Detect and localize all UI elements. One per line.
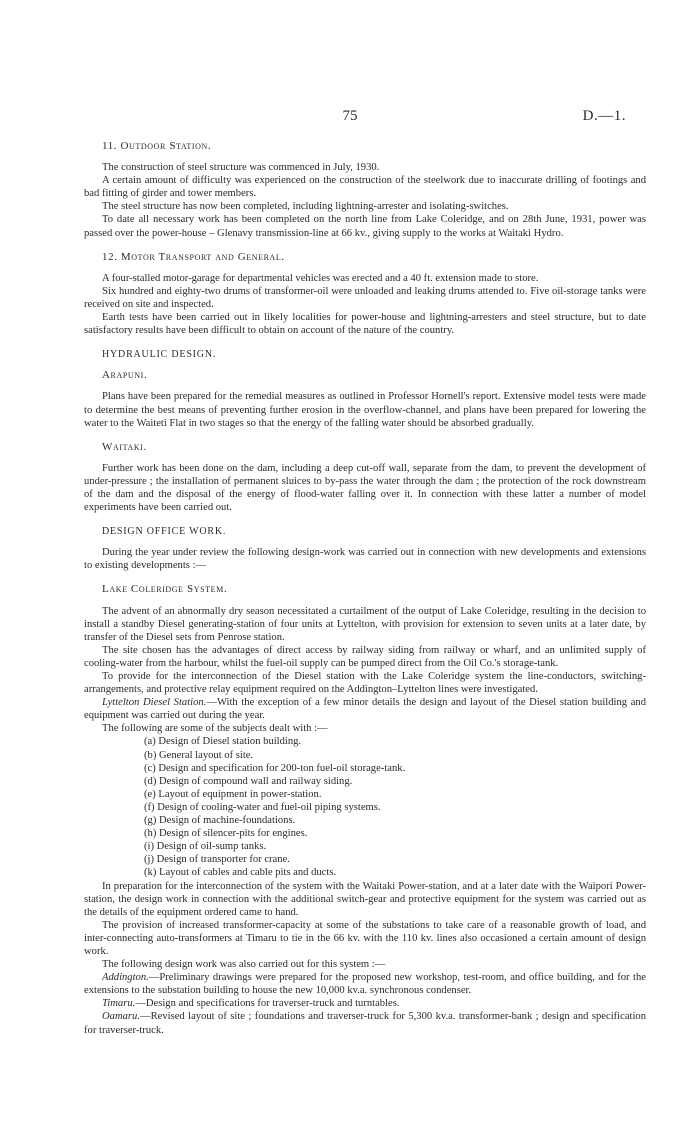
heading-design-office-work: DESIGN OFFICE WORK. (102, 526, 227, 538)
paragraph: Further work has been done on the dam, including a deep cut-off wall, separate from the dam, to prevent the development of under-pressure ; the installation of permanent sluices to by-pass the water through the dam ; the protection of the rock downstream of the dam and the disposal of the energy of flood-water falling over it. In connection with these latter a number of model experiments have been carried out. (84, 462, 646, 514)
timaru-text: —Design and specifications for traverser-truck and turntables. (135, 998, 400, 1010)
paragraph (84, 1010, 646, 1036)
paragraph: The steel structure has now been completed, including lightning-arrester and isolating-switches. (102, 201, 509, 213)
paragraph: During the year under review the following design-work was carried out in connection with new developments and extensions to existing developments :— (84, 547, 646, 572)
page-body (84, 140, 646, 1037)
list-item: (g) Design of machine-foundations. (144, 815, 296, 827)
oamaru-text: —Revised layout of site ; foundations and traverser-truck for 5,300 kv.a. transformer-bank ; design and specification for traverser-truck. (84, 1011, 646, 1036)
paragraph (84, 997, 646, 1010)
paragraph: The following are some of the subjects dealt with :— (102, 723, 328, 735)
list-item: (h) Design of silencer-pits for engines. (144, 828, 308, 840)
paragraph: The construction of steel structure was commenced in July, 1930. (102, 162, 380, 174)
paragraph: Earth tests have been carried out in likely localities for power-house and lightning-arresters and steel structure, but to date satisfactory results have been difficult to obtain on account of the nature of the country. (84, 312, 646, 337)
paragraph: Plans have been prepared for the remedial measures as outlined in Professor Hornell's report. Extensive model tests were made to determine the best means of preventing further erosion in the overflow-channel, and plans have been prepared for lowering the water to the Waiteti Flat in two stages so that the energy of the falling water should be absorbed gradually. (84, 391, 646, 429)
heading-motor-transport: 12. Motor Transport and General. (102, 250, 285, 263)
list-item: (j) Design of transporter for crane. (144, 854, 290, 866)
paragraph: The advent of an abnormally dry season necessitated a curtailment of the output of Lake Coleridge, resulting in the decision to install a standby Diesel generating-station of four units at Lyttelton, with provision for extension to seven units at a later date, by transfer of the Diesel sets from Penrose station. (84, 605, 646, 643)
list-item: (a) Design of Diesel station building. (144, 736, 302, 748)
list-item: (b) General layout of site. (144, 749, 254, 761)
paragraph: The provision of increased transformer-capacity at some of the substations to take care of a reasonable growth of load, and inter-connecting auto-transformers at Timaru to tie in the 66 kv. with the 110 kv. lines also occasioned a certain amount of design work. (84, 919, 646, 957)
paragraph: In preparation for the interconnection of the system with the Waitaki Power-station, and at a later date with the Waipori Power-station, the design work in connection with the additional switch-gear and protective equipment for the system was carried out as the details of the equipment ordered came to hand. (84, 880, 646, 918)
document-reference: D.—1. (582, 108, 626, 124)
page-number: 75 (342, 108, 358, 124)
subjects-list (84, 735, 646, 879)
paragraph (84, 971, 646, 997)
list-item: (k) Layout of cables and cable pits and ducts. (144, 867, 337, 879)
heading-lake-coleridge-system: Lake Coleridge System. (102, 583, 228, 596)
heading-outdoor-station: 11. Outdoor Station. (102, 140, 212, 152)
heading-waitaki: Waitaki. (102, 440, 147, 453)
heading-hydraulic-design: HYDRAULIC DESIGN. (102, 349, 217, 361)
addington-label: Addington. (102, 972, 149, 984)
paragraph: The site chosen has the advantages of direct access by railway siding from railway or wharf, and an unlimited supply of cooling-water from the harbour, whilst the fuel-oil supply can be pumped direct from the Oil Co.'s storage-tank. (84, 644, 646, 669)
addington-text: —Preliminary drawings were prepared for the proposed new workshop, test-room, and office building, and for the extensions to the substation building to house the new 10,000 kv.a. synchronous condenser. (84, 972, 646, 997)
list-item: (e) Layout of equipment in power-station. (144, 788, 322, 800)
paragraph: To date all necessary work has been completed on the north line from Lake Coleridge, and on 28th June, 1931, power was passed over the power-house – Glenavy transmission-line at 66 kv., giving supply to the works at Waitaki Hydro. (84, 214, 646, 239)
list-item: (i) Design of oil-sump tanks. (144, 841, 267, 853)
paragraph (84, 696, 646, 722)
timaru-label: Timaru. (102, 998, 136, 1010)
paragraph: A certain amount of difficulty was experienced on the construction of the steelwork due to inaccurate drilling of footings and bad fitting of girder and tower members. (84, 175, 646, 200)
list-item: (d) Design of compound wall and railway siding. (144, 775, 353, 787)
lyttelton-label: Lyttelton Diesel Station. (102, 697, 207, 709)
heading-arapuni: Arapuni. (102, 369, 148, 382)
oamaru-label: Oamaru. (102, 1011, 140, 1023)
list-item: (c) Design and specification for 200-ton fuel-oil storage-tank. (144, 762, 406, 774)
page-header (0, 108, 700, 128)
paragraph: A four-stalled motor-garage for departmental vehicles was erected and a 40 ft. extension made to store. (102, 272, 539, 284)
list-item: (f) Design of cooling-water and fuel-oil piping systems. (144, 801, 381, 813)
paragraph: Six hundred and eighty-two drums of transformer-oil were unloaded and leaking drums attended to. Five oil-storage tanks were received on site and inspected. (84, 285, 646, 310)
paragraph: To provide for the interconnection of the Diesel station with the Lake Coleridge system the line-conductors, switching-arrangements, and protective relay equipment required on the Addington–Lyttelton lines were investigated. (84, 671, 646, 696)
lyttelton-text: —With the exception of a few minor details the design and layout of the Diesel station building and equipment was carried out during the year. (84, 697, 646, 722)
paragraph: The following design work was also carried out for this system :— (102, 959, 386, 971)
